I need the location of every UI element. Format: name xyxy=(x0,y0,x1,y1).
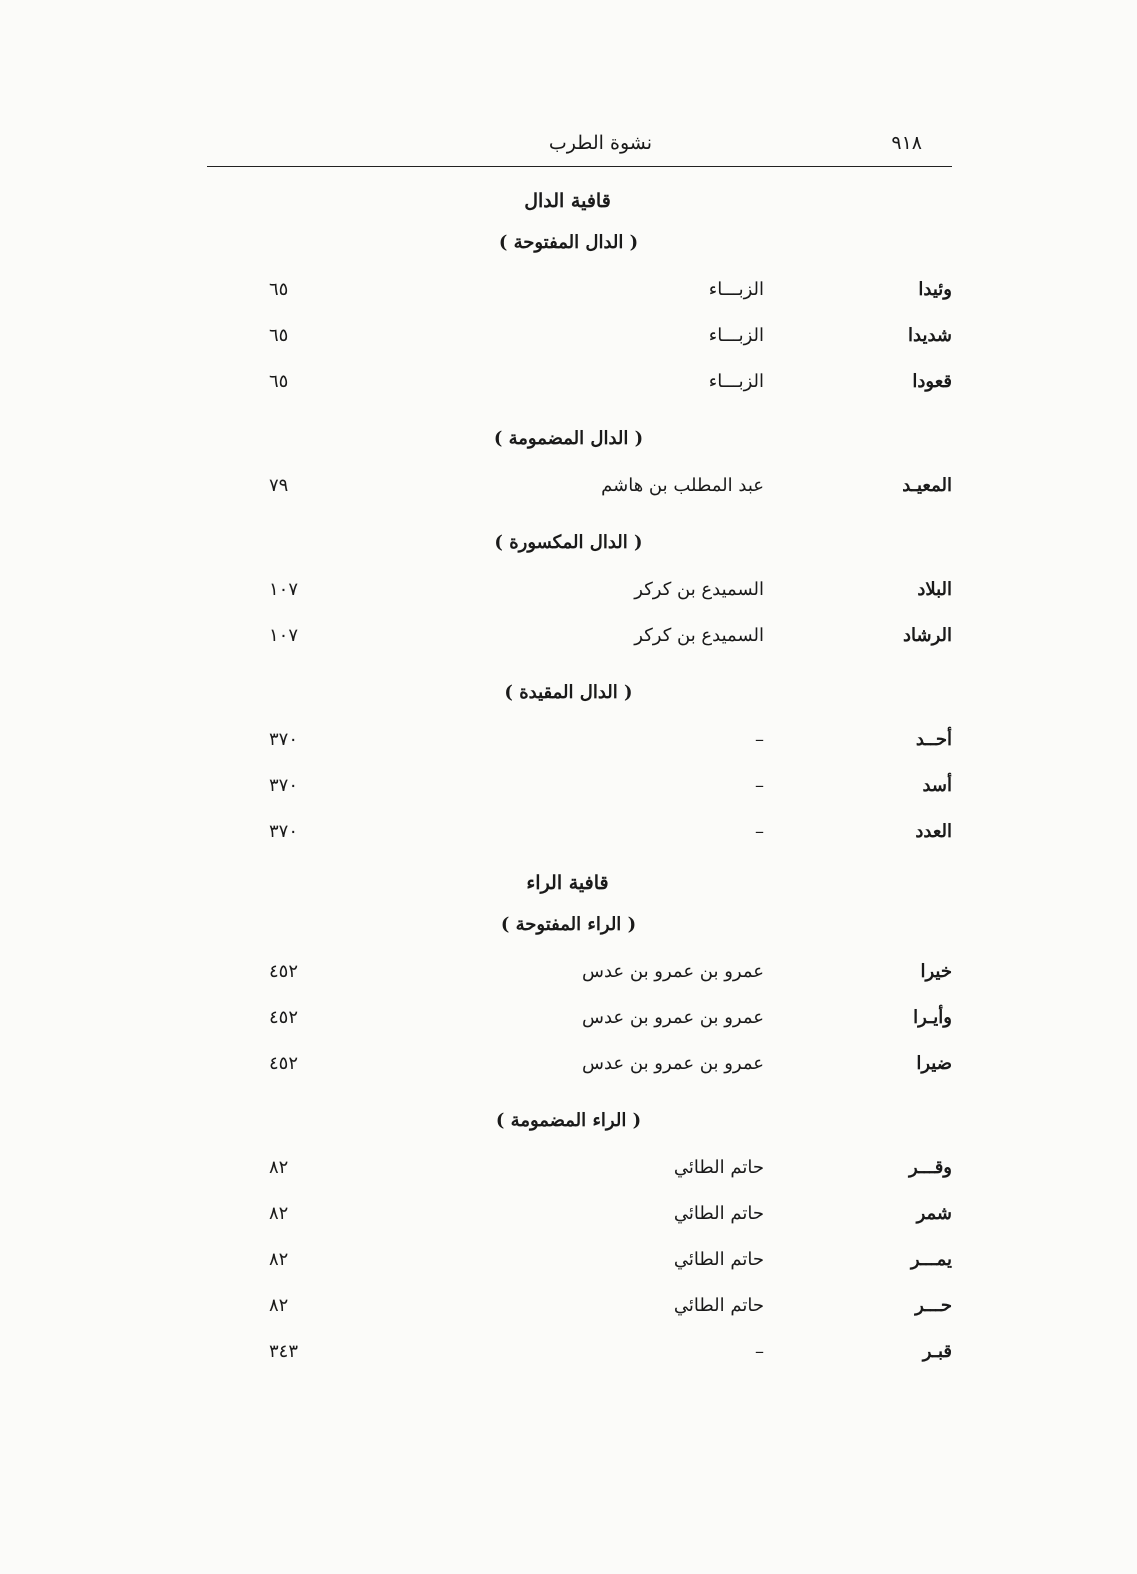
page-header xyxy=(207,120,952,167)
page-ref: ٣٧٠ xyxy=(269,775,299,796)
page-ref: ٨٢ xyxy=(269,1295,289,1316)
index-row xyxy=(207,1237,952,1283)
rhyme-word: قعودا xyxy=(912,371,952,392)
page-number: ٩١٨ xyxy=(891,132,922,154)
rhyme-word: قبـر xyxy=(922,1341,952,1362)
group-title: ( الراء المضمومة ) xyxy=(495,1110,642,1131)
poet-name: حاتم الطائي xyxy=(673,1249,764,1270)
page-ref: ٦٥ xyxy=(269,371,289,392)
index-row xyxy=(207,313,952,359)
poet-name: حاتم الطائي xyxy=(673,1295,764,1316)
rhyme-section xyxy=(207,183,952,855)
poet-name: – xyxy=(755,775,764,796)
rhyme-group xyxy=(207,415,952,509)
rhyme-word: شديدا xyxy=(908,325,952,346)
page-ref: ٤٥٢ xyxy=(269,961,299,982)
rhyme-word: وئيدا xyxy=(918,279,952,300)
page-ref: ٣٧٠ xyxy=(269,821,299,842)
poet-name: الزبـــاء xyxy=(708,325,764,346)
rhyme-word: الرشاد xyxy=(903,625,952,646)
poet-name: حاتم الطائي xyxy=(673,1203,764,1224)
rhyme-word: ضيرا xyxy=(916,1053,952,1074)
rhyme-group xyxy=(207,519,952,659)
poet-name: عبد المطلب بن هاشم xyxy=(601,475,764,496)
poet-name: الزبـــاء xyxy=(708,371,764,392)
poet-name: حاتم الطائي xyxy=(673,1157,764,1178)
rhyme-group xyxy=(207,901,952,1087)
page-ref: ٨٢ xyxy=(269,1203,289,1224)
poet-name: – xyxy=(755,1341,764,1362)
group-title: ( الراء المفتوحة ) xyxy=(500,914,637,935)
index-row xyxy=(207,613,952,659)
rhyme-word: وأيـرا xyxy=(913,1007,952,1028)
rhyme-word: شمر xyxy=(916,1203,952,1224)
page-ref: ١٠٧ xyxy=(269,579,299,600)
index-row xyxy=(207,1329,952,1375)
rhyme-word: أسد xyxy=(922,775,952,796)
section-title: قافية الدال xyxy=(524,190,611,212)
index-row xyxy=(207,995,952,1041)
page-ref: ٧٩ xyxy=(269,475,289,496)
section-title: قافية الراء xyxy=(526,872,609,894)
page-ref: ٨٢ xyxy=(269,1157,289,1178)
rhyme-index xyxy=(207,183,952,1375)
index-row xyxy=(207,1191,952,1237)
rhyme-section xyxy=(207,865,952,1375)
index-row xyxy=(207,1145,952,1191)
rhyme-word: العدد xyxy=(915,821,952,842)
index-row xyxy=(207,359,952,405)
page-ref: ٤٥٢ xyxy=(269,1007,299,1028)
group-title: ( الدال المضمومة ) xyxy=(493,428,644,449)
running-title: نشوة الطرب xyxy=(548,132,652,154)
page-ref: ٦٥ xyxy=(269,325,289,346)
index-row xyxy=(207,267,952,313)
group-title: ( الدال المكسورة ) xyxy=(494,532,643,553)
rhyme-word: وقـــر xyxy=(908,1157,952,1178)
index-row xyxy=(207,949,952,995)
rhyme-group xyxy=(207,669,952,855)
page-ref: ٣٧٠ xyxy=(269,729,299,750)
poet-name: – xyxy=(755,729,764,750)
index-row xyxy=(207,717,952,763)
rhyme-word: المعيـد xyxy=(902,475,952,496)
page-ref: ١٠٧ xyxy=(269,625,299,646)
page-ref: ٣٤٣ xyxy=(269,1341,299,1362)
rhyme-group xyxy=(207,219,952,405)
index-row xyxy=(207,567,952,613)
rhyme-group xyxy=(207,1097,952,1375)
poet-name: الزبـــاء xyxy=(708,279,764,300)
poet-name: عمرو بن عمرو بن عدس xyxy=(581,961,764,982)
rhyme-word: يمـــر xyxy=(910,1249,952,1270)
rhyme-word: البلاد xyxy=(917,579,952,600)
index-row xyxy=(207,1041,952,1087)
poet-name: عمرو بن عمرو بن عدس xyxy=(581,1053,764,1074)
index-row xyxy=(207,809,952,855)
poet-name: السميدع بن كركر xyxy=(634,625,764,646)
page-ref: ٤٥٢ xyxy=(269,1053,299,1074)
rhyme-word: أحــد xyxy=(915,729,952,750)
poet-name: السميدع بن كركر xyxy=(634,579,764,600)
poet-name: عمرو بن عمرو بن عدس xyxy=(581,1007,764,1028)
poet-name: – xyxy=(755,821,764,842)
index-row xyxy=(207,763,952,809)
group-title: ( الدال المقيدة ) xyxy=(504,682,633,703)
index-row xyxy=(207,1283,952,1329)
index-page xyxy=(207,120,952,1385)
page-ref: ٨٢ xyxy=(269,1249,289,1270)
rhyme-word: حـــر xyxy=(915,1295,952,1316)
rhyme-word: خيرا xyxy=(920,961,952,982)
page-ref: ٦٥ xyxy=(269,279,289,300)
group-title: ( الدال المفتوحة ) xyxy=(498,232,639,253)
index-row xyxy=(207,463,952,509)
